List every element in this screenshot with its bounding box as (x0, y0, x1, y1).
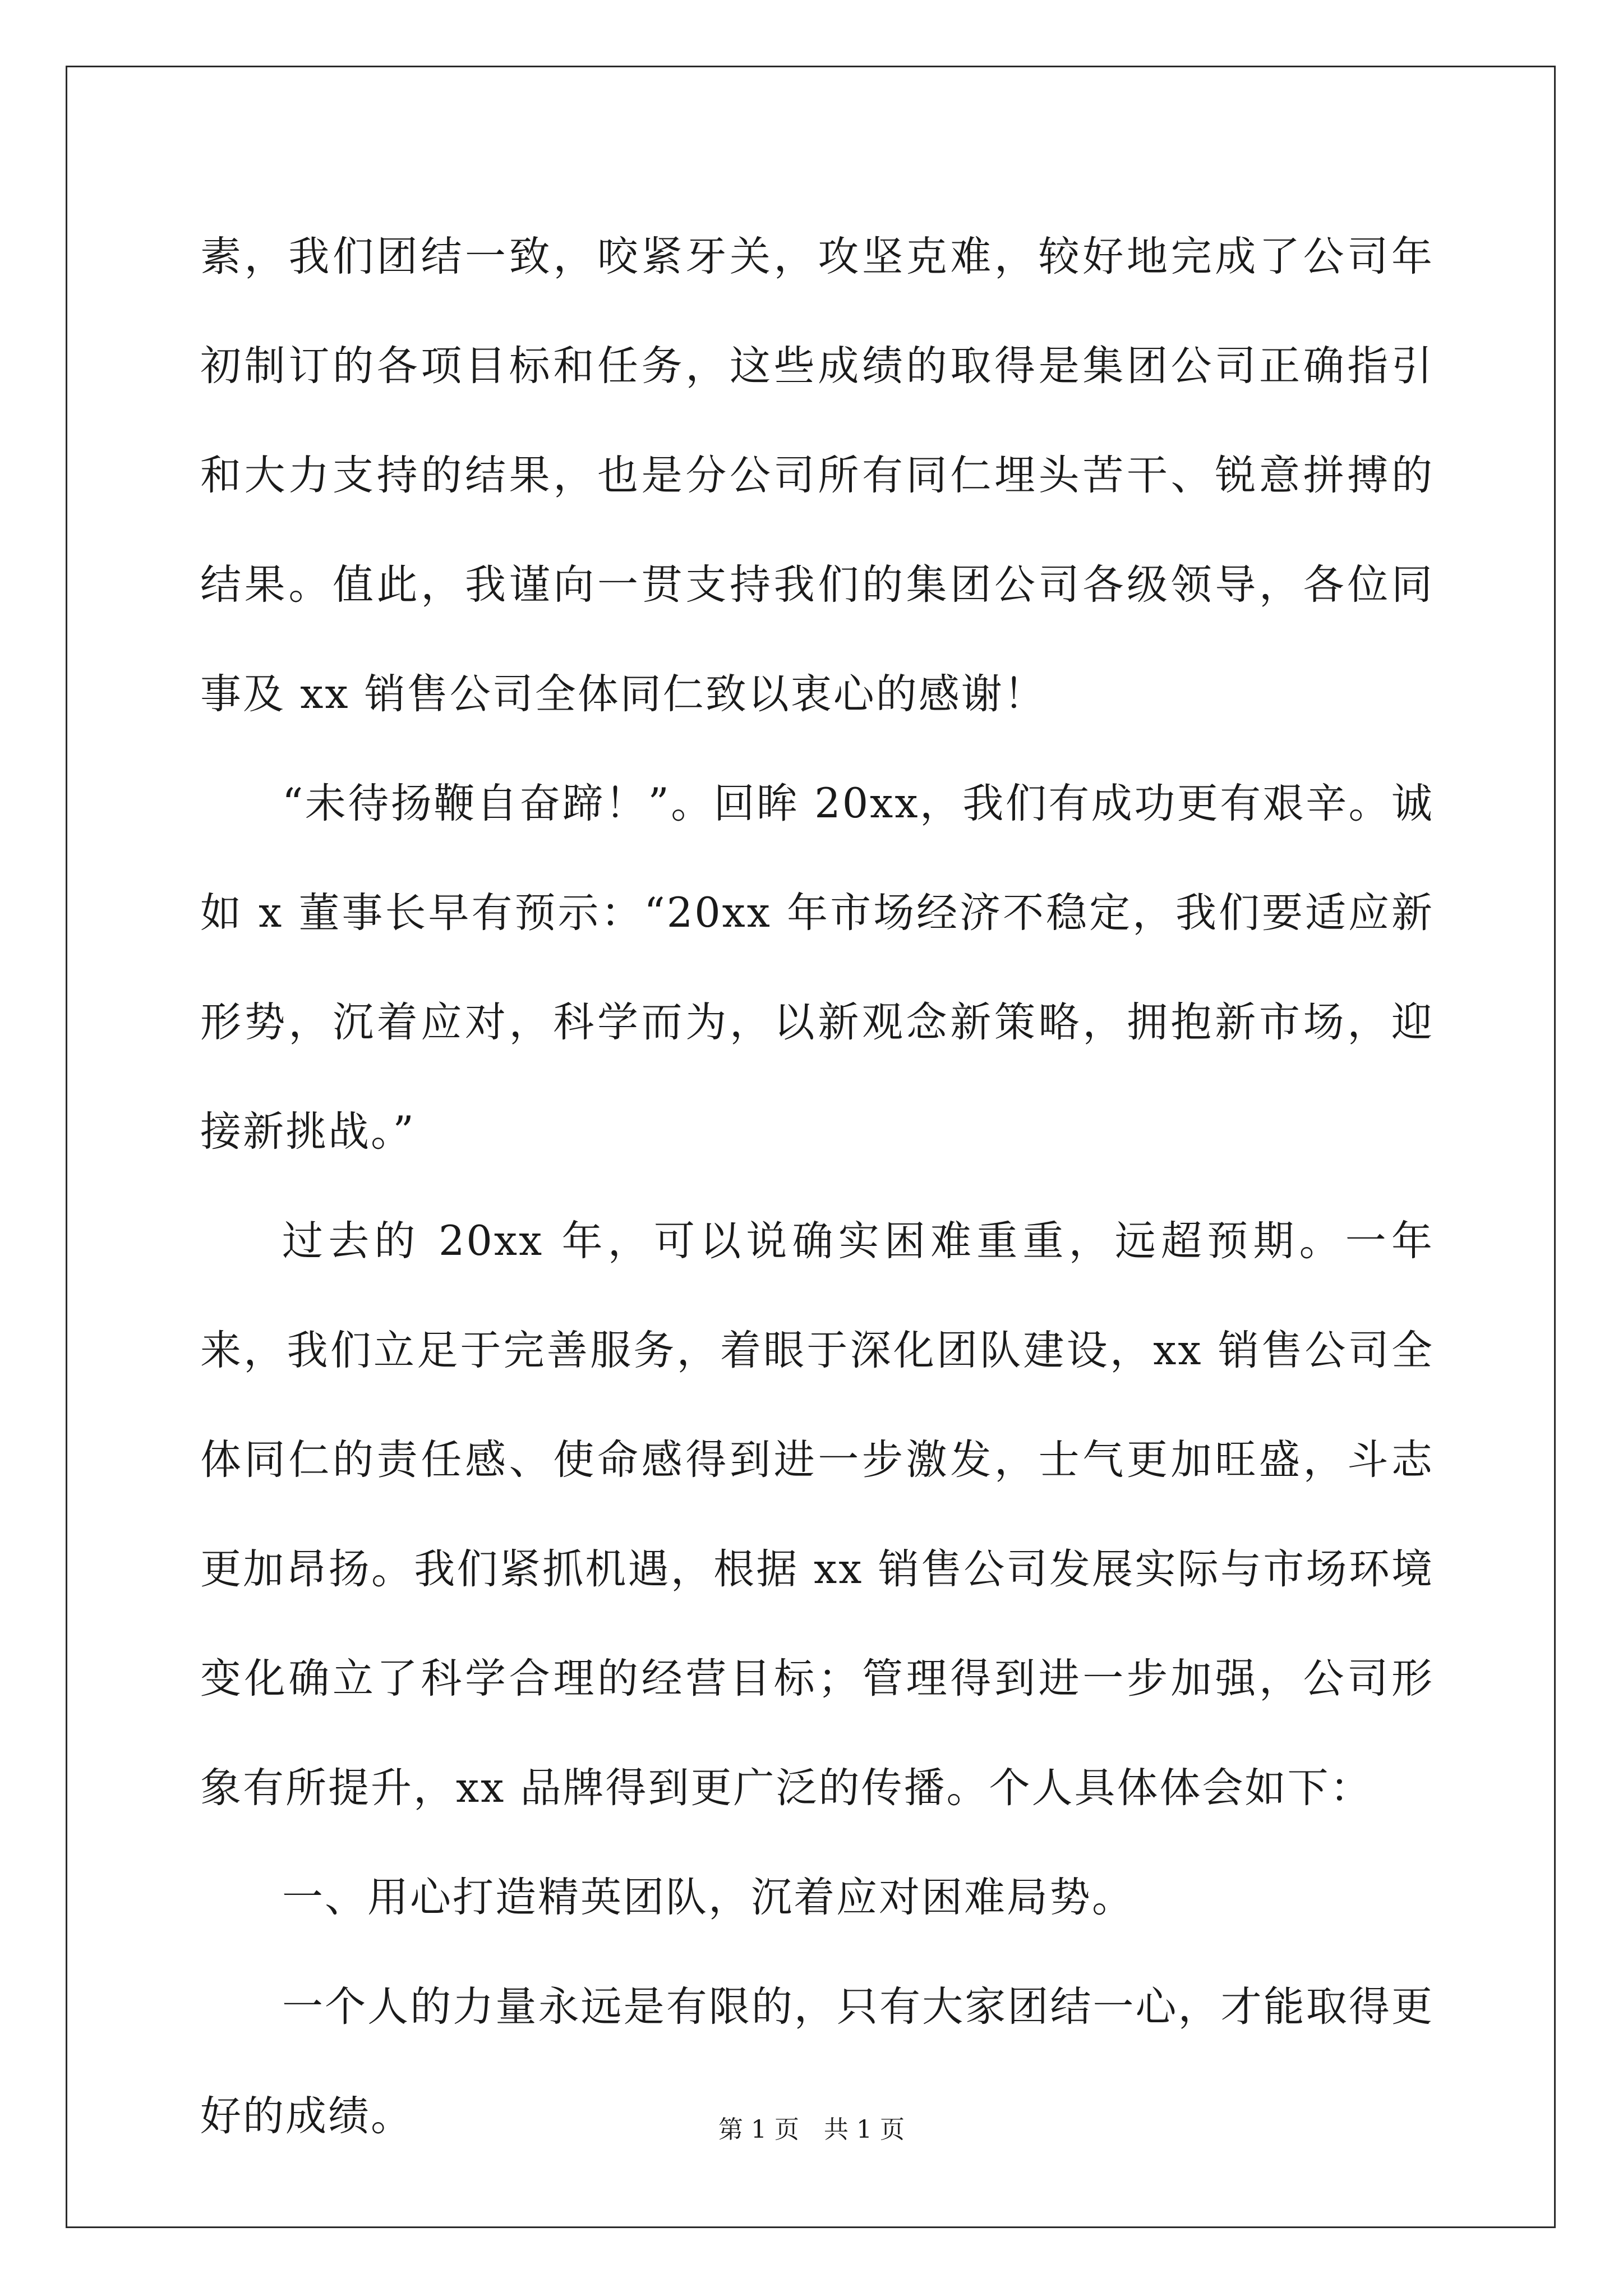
paragraph-1: 素，我们团结一致，咬紧牙关，攻坚克难，较好地完成了公司年初制订的各项目标和任务，这些成绩的取得是集团公司正确指引和大力支持的结果，也是分公司所有同仁埋头苦干、锐意拼搏的结果。值此，我谨向一贯支持我们的集团公司各级领导，各位同事及 xx 销售公司全体同仁致以衷心的感谢！ (200, 233, 1434, 718)
paragraph-2: “未待扬鞭自奋蹄！”。回眸 20xx，我们有成功更有艰辛。诚如 x 董事长早有预示：“20xx 年市场经济不稳定，我们要适应新形势，沉着应对，科学而为，以新观念新策略，拥抱新市场，迎接新挑战。” (200, 780, 1434, 1156)
paragraph-4: 一个人的力量永远是有限的，只有大家团结一心，才能取得更好的成绩。 (200, 1983, 1434, 2140)
section-heading-1: 一、用心打造精英团队，沉着应对困难局势。 (282, 1874, 1135, 1921)
document-body (200, 202, 1434, 2171)
paragraph-3: 过去的 20xx 年，可以说确实困难重重，远超预期。一年来，我们立足于完善服务，着眼于深化团队建设，xx 销售公司全体同仁的责任感、使命感得到进一步激发，士气更加旺盛，斗志更加昂扬。我们紧抓机遇，根据 xx 销售公司发展实际与市场环境变化确立了科学合理的经营目标；管理得到进一步加强，公司形象有所提升，xx 品牌得到更广泛的传播。个人具体体会如下： (200, 1217, 1434, 1812)
page-number-footer: 第 1 页 共 1 页 (718, 2115, 905, 2144)
